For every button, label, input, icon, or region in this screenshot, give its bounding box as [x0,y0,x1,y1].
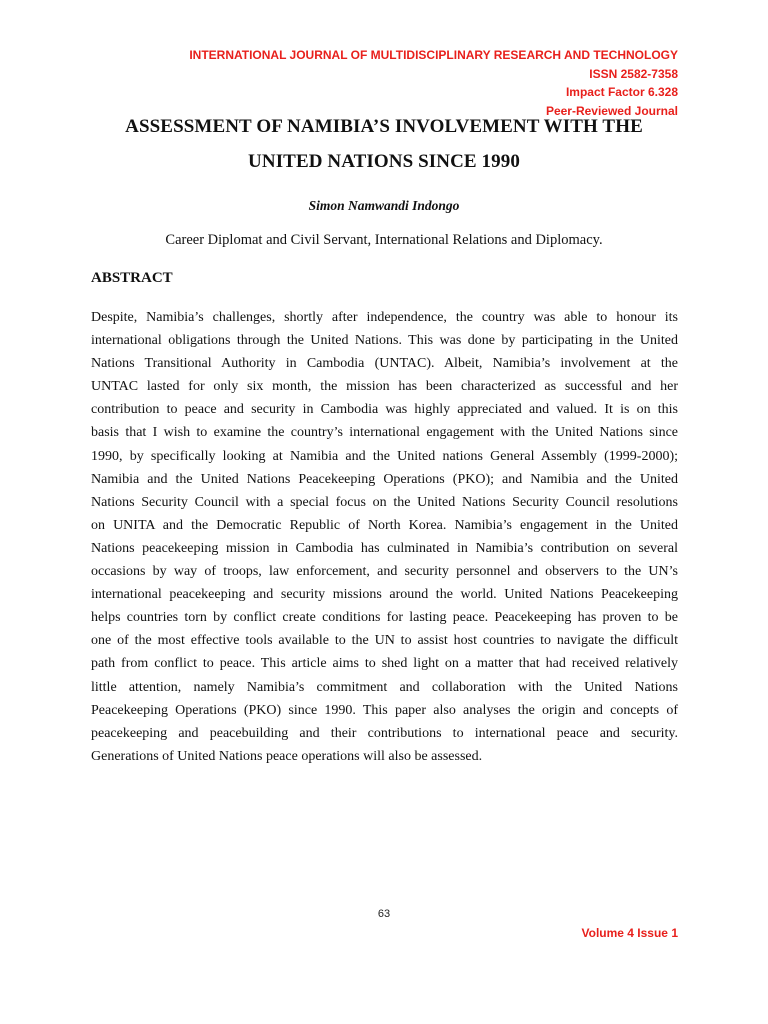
abstract-line: basis that I wish to examine the country’s international engagement with the United Nations since [91,425,678,441]
author-affiliation: Career Diplomat and Civil Servant, International Relations and Diplomacy. [165,232,603,248]
abstract-line: international peacekeeping and security missions around the world. United Nations Peacekeeping [91,587,678,603]
journal-review-type: Peer-Reviewed Journal [545,103,678,118]
abstract-line: helps countries torn by conflict create conditions for lasting peace. Peacekeeping has proven to be [91,610,678,626]
journal-issn: ISSN 2582-7358 [589,66,678,81]
abstract-line: international obligations through the United Nations. This was done by participating in the United [91,333,678,349]
abstract-body [91,306,678,768]
abstract-line: Nations Transitional Authority in Cambodia (UNTAC). Albeit, Namibia’s involvement at the [91,356,678,372]
abstract-line: contribution to peace and security in Cambodia was highly appreciated and valued. It is on this [91,402,678,418]
abstract-line: Despite, Namibia’s challenges, shortly after independence, the country was able to honour its [91,310,678,325]
abstract-line: occasions by way of troops, law enforcement, and security personnel and observers to the UN’s [91,564,678,580]
journal-name: INTERNATIONAL JOURNAL OF MULTIDISCIPLINARY RESEARCH AND TECHNOLOGY [189,48,678,62]
abstract-line: Peacekeeping Operations (PKO) since 1990. This paper also analyses the origin and concepts of [91,702,678,718]
abstract-line: Nations peacekeeping mission in Cambodia has culminated in Namibia’s contribution on several [91,540,678,556]
abstract-line: peacekeeping and peacebuilding and their contributions to international peace and security. [91,725,678,741]
abstract-line: little attention, namely Namibia’s commitment and collaboration with the United Nations [91,679,678,695]
abstract-line: Nations Security Council with a special focus on the United Nations Security Council resolutions [91,494,678,510]
author-name: Simon Namwandi Indongo [308,198,460,213]
abstract-heading: ABSTRACT [91,270,173,286]
journal-header [189,46,678,120]
paper-title-line-1: ASSESSMENT OF NAMIBIA’S INVOLVEMENT WITH THE [125,116,643,137]
abstract-line: on UNITA and the Democratic Republic of North Korea. Namibia’s engagement in the United [91,517,678,533]
abstract-line: Generations of United Nations peace operations will also be assessed. [91,748,483,764]
journal-impact-factor: Impact Factor 6.328 [565,85,678,99]
volume-issue: Volume 4 Issue 1 [581,926,678,940]
abstract-line: one of the most effective tools available to the UN to assist host countries to navigate the difficult [91,633,678,649]
abstract-line: path from conflict to peace. This article aims to shed light on a matter that had received relatively [91,656,678,672]
abstract-line: Namibia and the United Nations Peacekeeping Operations (PKO); and Namibia and the United [91,471,678,487]
abstract-line: 1990, by specifically looking at Namibia and the United nations General Assembly (1999-2000); [91,448,678,464]
paper-title-line-2: UNITED NATIONS SINCE 1990 [248,151,520,172]
abstract-line: UNTAC lasted for only six month, the mission has been characterized as successful and her [91,379,678,395]
page-number: 63 [377,908,391,920]
